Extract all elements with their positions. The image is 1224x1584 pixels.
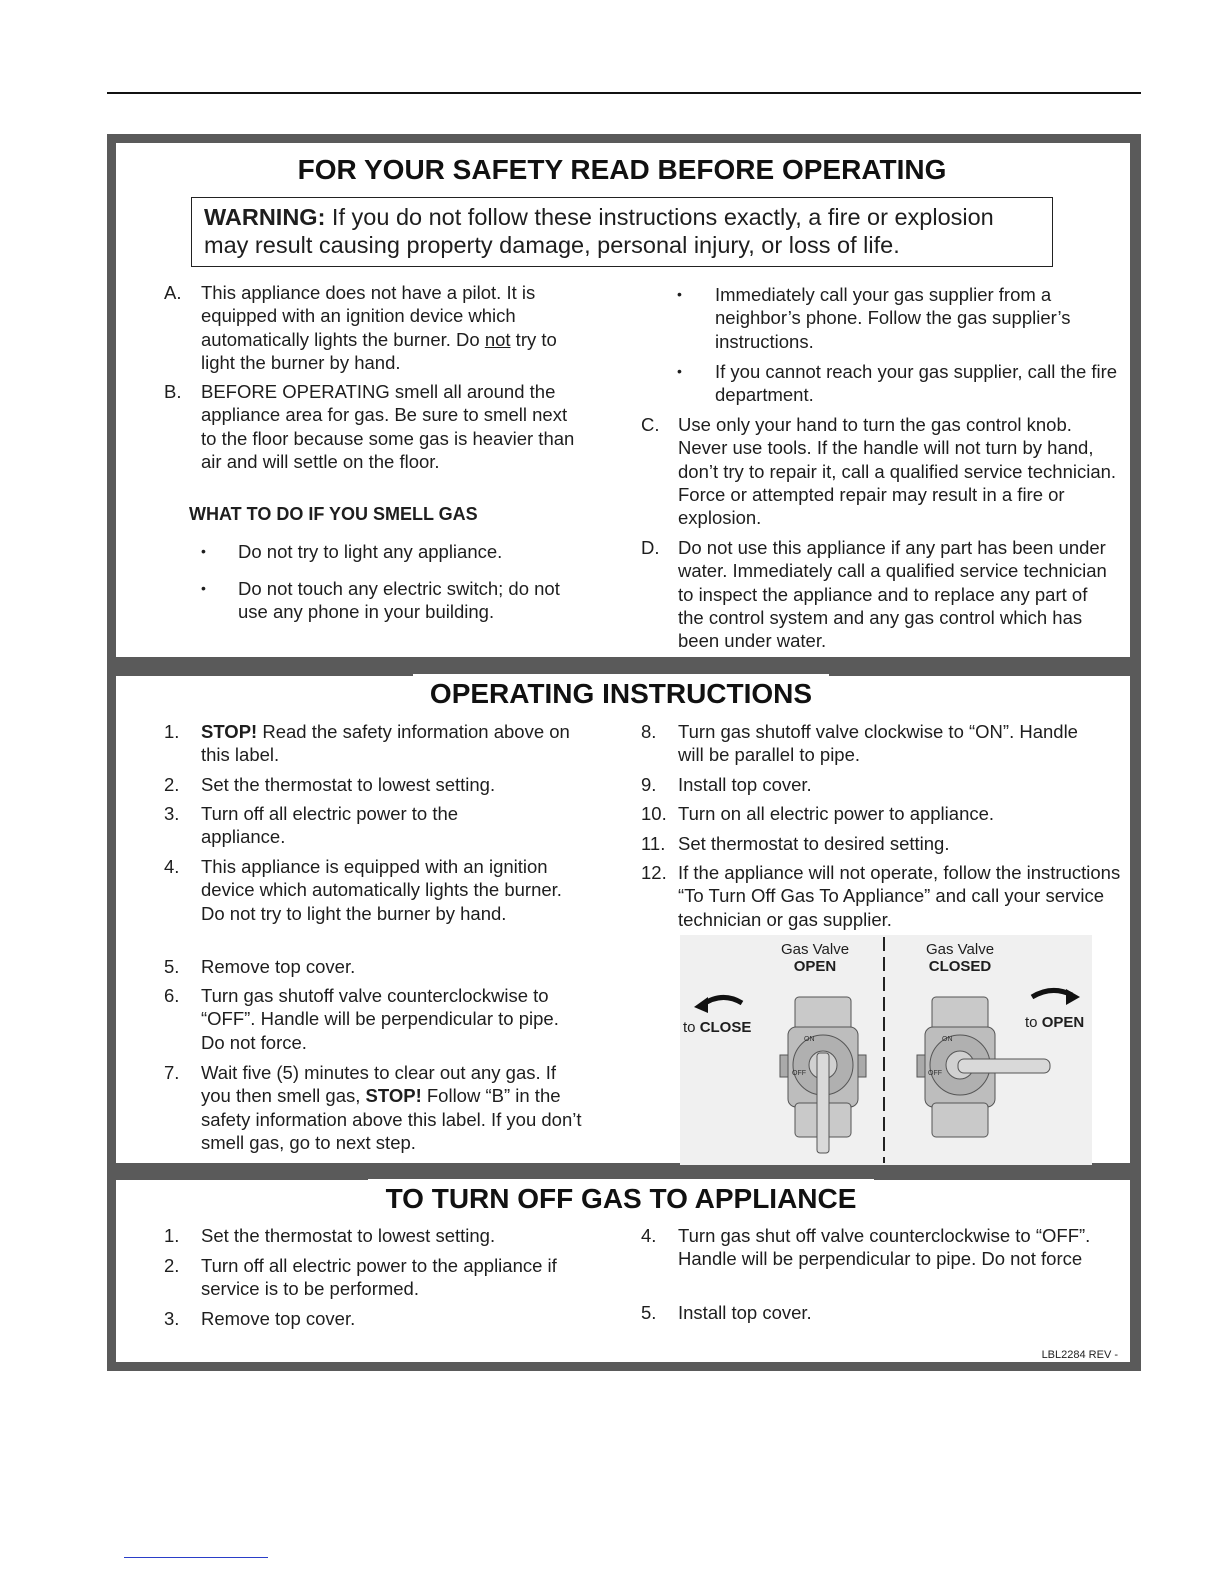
open-state-label: OPEN [793,958,837,975]
operating-title: OPERATING INSTRUCTIONS [413,674,829,714]
off-step-5-text: Install top cover. [678,1302,812,1323]
to-open-label [1025,1014,1084,1032]
bullet-4-text: If you cannot reach your gas supplier, call the fire department. [715,361,1118,406]
bullet-2-symbol: • [201,580,206,596]
op-step-6-num: 6. [164,985,180,1006]
op-step-8-text: Turn gas shutoff valve clockwise to “ON”. Handle will be parallel to pipe. [678,721,1078,766]
bullet-1-symbol: • [201,543,206,559]
op-step-10-text: Turn on all electric power to appliance. [678,803,995,824]
item-d-letter: D. [641,537,660,558]
smell-gas-heading: WHAT TO DO IF YOU SMELL GAS [189,504,478,524]
closed-valve-off-marking: OFF [928,1070,942,1077]
turn-off-title: TO TURN OFF GAS TO APPLIANCE [368,1179,874,1219]
op-step-12-num: 12. [641,862,667,883]
op-step-1-text [201,720,571,767]
op-step-12-text: If the appliance will not operate, follow the instructions “To Turn Off Gas To Appliance” and call your service technician or gas supplier. [678,862,1121,930]
item-b-text: BEFORE OPERATING smell all around the appliance area for gas. Be sure to smell next to the floor because some gas is heavier than air and will settle on the floor. [201,381,575,472]
valve-diagram [680,935,1092,1165]
off-step-1-num: 1. [164,1225,180,1246]
to-close-word: CLOSE [699,1019,752,1036]
open-valve-icon [780,997,866,1153]
off-step-1-text: Set the thermostat to lowest setting. [201,1225,496,1246]
item-c-letter: C. [641,414,660,435]
bullet-1-text: Do not try to light any appliance. [238,541,503,562]
op-step-7-stop: STOP! [365,1085,422,1107]
label-code: LBL2284 REV - [1041,1349,1118,1361]
op-step-6-text: Turn gas shutoff valve counterclockwise to “OFF”. Handle will be perpendicular to pipe. Do not force. [201,985,559,1053]
closed-caption: Gas Valve [925,941,995,958]
bullet-4-symbol: • [677,363,682,379]
to-close-prefix: to [683,1019,700,1036]
op-step-3-text: Turn off all electric power to the appliance. [201,803,459,848]
off-step-4-text: Turn gas shut off valve counterclockwise to “OFF”. Handle will be perpendicular to pipe. Do not force [678,1225,1091,1270]
op-step-9-text: Install top cover. [678,774,812,795]
closed-state-label: CLOSED [928,958,992,975]
op-step-9-num: 9. [641,774,657,795]
off-step-3-text: Remove top cover. [201,1308,356,1329]
bullet-3-text: Immediately call your gas supplier from a neighbor’s phone. Follow the gas supplier’s instructions. [715,284,1071,352]
op-step-11-text: Set thermostat to desired setting. [678,833,950,854]
top-rule [107,92,1141,94]
open-arrowhead-icon [1066,989,1080,1005]
safety-title: FOR YOUR SAFETY READ BEFORE OPERATING [276,150,968,190]
warning-text-line1: If you do not follow these instructions exactly, a fire or explosion [325,204,994,230]
item-b-letter: B. [164,381,182,402]
footer-link-rule [124,1557,268,1558]
op-step-5-num: 5. [164,956,180,977]
op-step-2-text: Set the thermostat to lowest setting. [201,774,496,795]
close-arrowhead-icon [694,997,708,1013]
to-close-label [683,1019,751,1037]
op-step-4-num: 4. [164,856,180,877]
valve-diagram-svg [680,935,1092,1165]
off-step-3-num: 3. [164,1308,180,1329]
bullet-3-symbol: • [677,286,682,302]
off-step-4-num: 4. [641,1225,657,1246]
off-step-2-num: 2. [164,1255,180,1276]
open-valve-off-marking: OFF [792,1070,806,1077]
open-valve-on-marking: ON [804,1036,815,1043]
op-step-1-body: Read the safety information above on this label. [201,721,570,766]
op-step-10-num: 10. [641,803,667,824]
off-step-5-num: 5. [641,1302,657,1323]
closed-valve-on-marking: ON [942,1036,953,1043]
item-a-part1: This appliance does not have a pilot. It is equipped with an ignition device which automatically lights the burner. Do [201,282,536,350]
warning-text-line2: may result causing property damage, personal injury, or loss of life. [204,232,900,258]
op-step-11-num: 11. [641,833,666,854]
warning-label: WARNING: [204,204,326,230]
warning-box [191,197,1053,267]
item-a-underline: not [484,328,511,350]
open-caption: Gas Valve [780,941,850,958]
off-step-2-text: Turn off all electric power to the appliance if service is to be performed. [201,1255,557,1300]
item-a-text [201,281,586,374]
item-a-part2: try to light the burner by hand. [201,328,557,373]
op-step-1-num: 1. [164,721,180,742]
to-open-word: OPEN [1041,1014,1085,1031]
op-step-4-text: This appliance is equipped with an ignition device which automatically lights the burner. Do not try to light the burner by hand. [201,856,562,924]
op-step-3-num: 3. [164,803,180,824]
item-d-text: Do not use this appliance if any part has been under water. Immediately call a qualified service technician to inspect the appliance and to replace any part of the control system and any gas control which has been under water. [678,537,1107,652]
op-step-7-part-b: Follow “B” in the safety information above this label. If you don’t smell gas, go to next step. [201,1085,582,1153]
to-open-prefix: to [1025,1014,1042,1031]
op-step-7-part-a: Wait five (5) minutes to clear out any gas. If you then smell gas, [201,1062,557,1107]
op-step-8-num: 8. [641,721,657,742]
item-c-text: Use only your hand to turn the gas control knob. Never use tools. If the handle will not turn by hand, don’t try to repair it, call a qualified service technician. Force or attempted repair may result in a fire or explosion. [678,414,1117,529]
bullet-2-text: Do not touch any electric switch; do not use any phone in your building. [238,578,560,623]
op-step-1-stop: STOP! [201,721,258,742]
op-step-2-num: 2. [164,774,180,795]
op-step-7-text [201,1061,586,1154]
item-a-letter: A. [164,282,182,303]
op-step-7-num: 7. [164,1062,180,1083]
op-step-5-text: Remove top cover. [201,956,356,977]
